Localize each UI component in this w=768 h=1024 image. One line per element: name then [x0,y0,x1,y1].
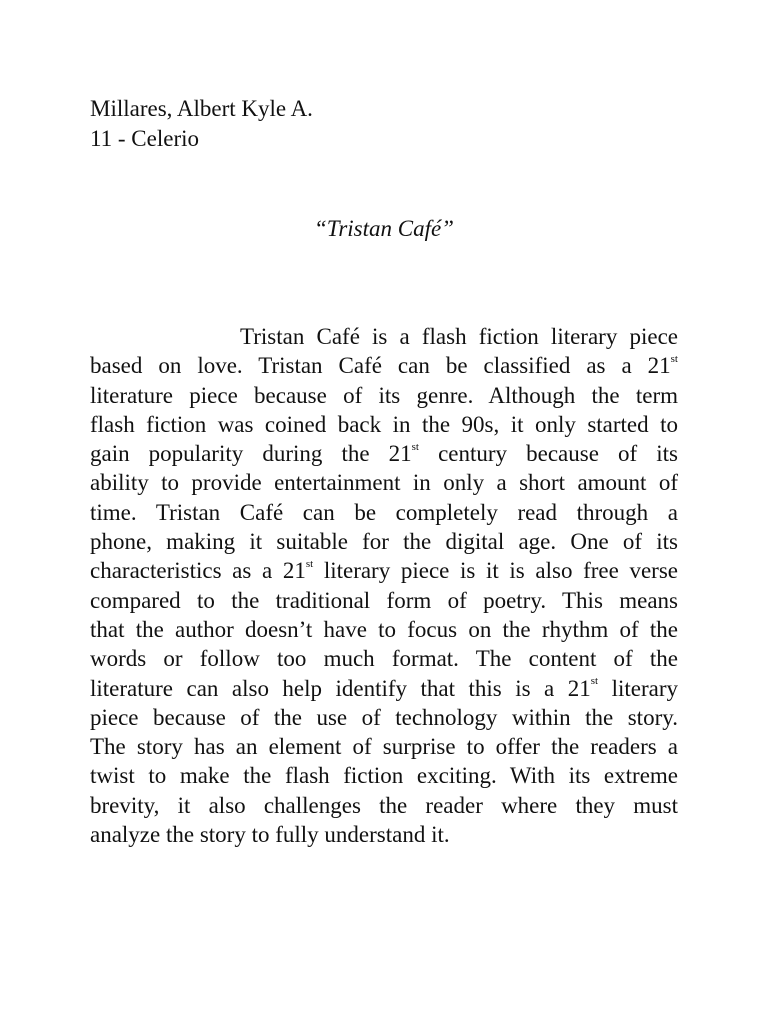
author-name: Millares, Albert Kyle A. [90,96,313,121]
body-line: piece because of the use of technology within the story. [90,704,678,730]
body-line-text: literary piece is it is also free verse [313,558,678,584]
body-line: words or follow too much format. The content of the [90,646,678,672]
ordinal-superscript: st [411,440,419,453]
body-line-text: characteristics as a 21 [90,558,306,584]
class-section: 11 - Celerio [90,126,200,151]
body-line: twist to make the flash fiction exciting. With its extreme [90,763,678,789]
author-info [90,94,313,154]
body-line: phone, making it suitable for the digital age. One of its [90,529,678,555]
body-line: that the author doesn’t have to focus on the rhythm of the [90,616,678,642]
body-line: Tristan Café is a flash fiction literary piece [240,324,678,349]
body-line: literature piece because of its genre. Although the term [90,382,678,408]
body-line-text: literary [598,675,678,701]
body-line [90,674,678,703]
body-line: compared to the traditional form of poetry. This means [90,587,678,613]
body-line: The story has an element of surprise to offer the readers a [90,734,678,760]
body-line: time. Tristan Café can be completely read through a [90,499,678,525]
body-line-text: literature can also help identify that this is a 21 [90,675,591,701]
body-line [90,556,678,585]
body-line-text: century because of its [418,441,678,467]
body-line: analyze the story to fully understand it. [90,822,450,848]
body-line-text: based on love. Tristan Café can be classified as a 21 [90,353,671,379]
essay-title: “Tristan Café” [314,216,454,241]
body-line [90,351,678,380]
essay-body [90,322,678,849]
body-line: ability to provide entertainment in only a short amount of [90,470,678,496]
body-line: brevity, it also challenges the reader where they must [90,792,678,818]
body-line: flash fiction was coined back in the 90s, it only started to [90,411,678,437]
ordinal-superscript: st [590,674,599,687]
ordinal-superscript: st [305,557,314,570]
body-line-text: gain popularity during the 21 [90,441,412,467]
ordinal-superscript: st [670,352,678,365]
body-line [90,439,678,468]
